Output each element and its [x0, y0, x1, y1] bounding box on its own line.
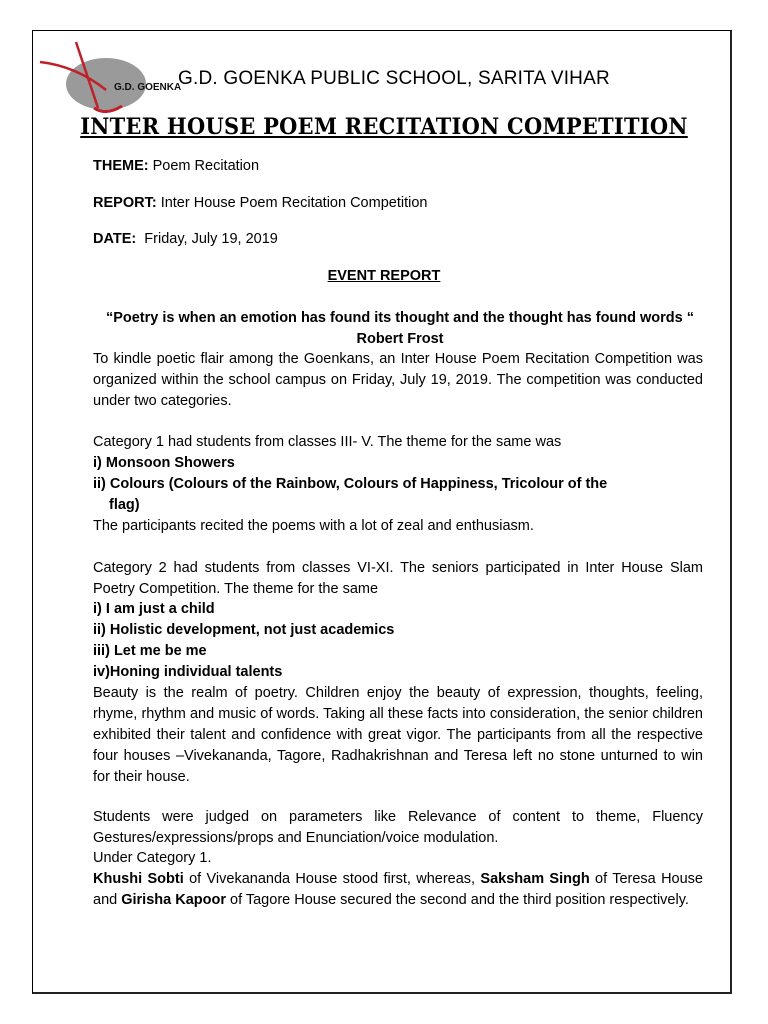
second-place-text: of Teresa House and — [93, 871, 703, 908]
category1-item-2: ii) Colours (Colours of the Rainbow, Colours of Happiness, Tricolour of the — [93, 476, 608, 492]
page-title: INTER HOUSE POEM RECITATION COMPETITION — [80, 114, 688, 140]
category1-intro: Category 1 had students from classes III- V. The theme for the same was — [93, 434, 562, 450]
date-line — [93, 231, 278, 247]
category1-outro: The participants recited the poems with a lot of zeal and enthusiasm. — [93, 518, 534, 534]
report-label: REPORT: — [93, 195, 157, 211]
date-value: Friday, July 19, 2019 — [144, 231, 278, 247]
category2-item-3: iii) Let me be me — [93, 643, 207, 659]
third-place-name: Girisha Kapoor — [121, 892, 226, 908]
theme-value: Poem Recitation — [152, 158, 260, 174]
third-place-text: of Tagore House secured the second and the third position respectively. — [225, 892, 689, 908]
date-label: DATE: — [93, 231, 137, 247]
school-name: G.D. GOENKA PUBLIC SCHOOL, SARITA VIHAR — [178, 68, 610, 89]
school-logo — [36, 38, 182, 116]
theme-label: THEME: — [93, 158, 149, 174]
first-place-text: of Vivekananda House stood first, whereas, — [183, 871, 481, 887]
logo-text: G.D. GOENKA — [114, 82, 182, 93]
category1-item-2-cont: flag) — [109, 497, 140, 513]
intro-paragraph: To kindle poetic flair among the Goenkans, an Inter House Poem Recitation Competition was organized within the school campus on Friday, July 19, 2019. The competition was conducted under two categories. — [93, 351, 703, 409]
beauty-paragraph: Beauty is the realm of poetry. Children enjoy the beauty of expression, thoughts, feeling, rhyme, rhythm and music of words. Taking all these facts into consideration, the senior children exhibited their talent and confidence with great vigor. The participants from all the respective four houses –Vivekananda, Tagore, Radhakrishnan and Teresa left no stone unturned to win for their house. — [93, 685, 703, 785]
judging-paragraph: Students were judged on parameters like Relevance of content to theme, Fluency Gestures/expressions/props and Enunciation/voice modulation. — [93, 809, 703, 846]
first-place-name: Khushi Sobti — [93, 871, 184, 887]
theme-line — [93, 158, 259, 174]
category1-item-1: i) Monsoon Showers — [93, 455, 235, 471]
category2-intro: Category 2 had students from classes VI-XI. The seniors participated in Inter House Slam Poetry Competition. The theme for the same — [93, 560, 703, 597]
report-value: Inter House Poem Recitation Competition — [160, 195, 428, 211]
second-place-name: Saksham Singh — [480, 871, 590, 887]
results-paragraph — [93, 869, 703, 911]
results-heading: Under Category 1. — [93, 850, 212, 866]
category2-item-1: i) I am just a child — [93, 601, 215, 617]
report-line — [93, 195, 427, 211]
event-heading: EVENT REPORT — [327, 268, 441, 284]
category2-item-2: ii) Holistic development, not just academics — [93, 622, 395, 638]
category2-item-4: iv)Honing individual talents — [93, 664, 283, 680]
quote: “Poetry is when an emotion has found its thought and the thought has found words “ Robert Frost — [105, 310, 695, 347]
